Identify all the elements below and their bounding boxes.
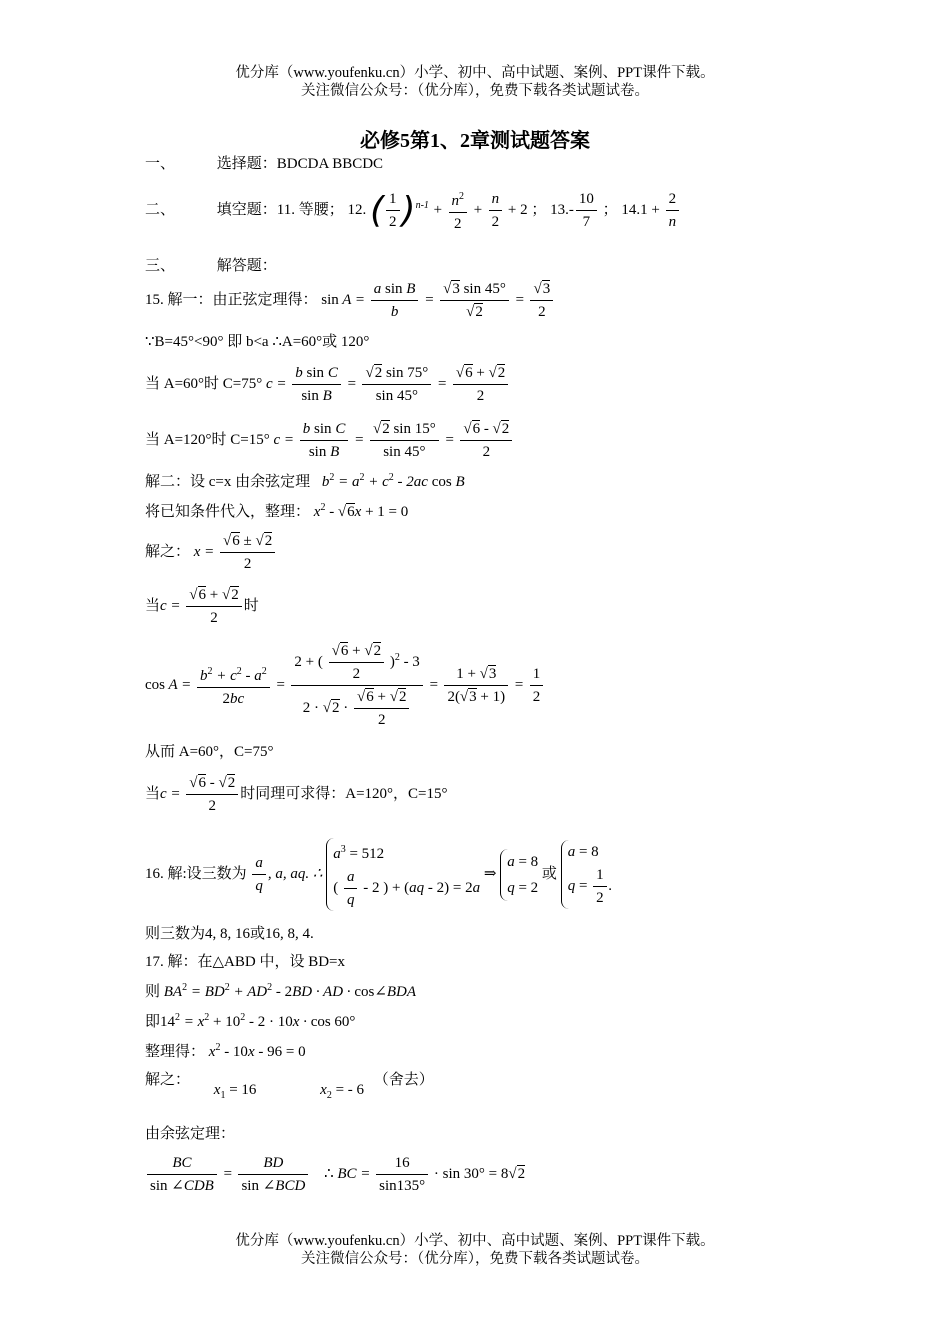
p17-discard: （舍去） (373, 1072, 434, 1088)
p15-quadratic: $x^2 - √6x + 1 = 0$ (313, 502, 409, 520)
p15-substitute (145, 500, 408, 521)
p16-result: 则三数为4, 8, 16或16, 8, 4. (145, 926, 314, 942)
p15-case1-formula: c = $\frac{\text{b sin C}}{\text{sin B}}$ = $\frac{√2 \sin 75^\circ}{\sin 45^\circ}$ = $\frac{√6 + √2}{2}$ (266, 376, 510, 392)
p15-solution2-text: 解二：设 c=x 由余弦定理 (145, 474, 311, 490)
section-two-number: 二、 (145, 201, 176, 218)
p17-sine-ratio (145, 1152, 525, 1197)
section-one (145, 152, 383, 173)
answer-12-formula: ( $\frac{1}{2}$ )$^{n-1}$ + $\frac{n^2}{2}$ + $\frac{n}{2}$ + 2 (370, 202, 531, 218)
p17-namely-text: 即 (145, 1014, 161, 1030)
p15-when2-c: c = $\frac{√6 - √2}{2}$ (160, 786, 240, 802)
header-line-1: 优分库（www.youfenku.cn）小学、初中、高中试题、案例、PPT课件下载。 (235, 65, 715, 81)
section-three (145, 254, 277, 275)
p17-arrange (145, 1040, 306, 1061)
p15-when2-tail: 时同理可求得：A=120°，C=15° (240, 785, 448, 802)
p15-solve-text: 解之： (145, 543, 191, 560)
p16-alt-solution: a = 8 q = $\frac{1}{2}$ . (561, 840, 613, 909)
p15-when-c: c = $\frac{√6 + √2}{2}$ (160, 598, 244, 614)
section-two (145, 186, 681, 235)
p17-intro: 17. 解：在△ABD 中，设 BD=x (145, 954, 346, 970)
answer-13-fraction: $\frac{10}{7}$ (576, 188, 597, 233)
p15-result1: 从而 A=60°，C=75° (145, 744, 274, 760)
p15-substitute-text: 将已知条件代入，整理： (145, 504, 311, 520)
p16-intro (145, 838, 612, 911)
section-three-number: 三、 (145, 258, 176, 274)
p15-case1 (145, 362, 510, 407)
section-one-number: 一、 (145, 156, 176, 172)
p15-cosine-law-formula: $b^2 = a^2 + c^2 - 2ac$ cos B (321, 472, 465, 490)
p17-solve (145, 1068, 434, 1101)
p17-solve-text: 解之： (145, 1072, 191, 1088)
p15-when (145, 584, 259, 629)
p15-case2-formula: c = $\frac{\text{b sin C}}{\text{sin B}}$ = $\frac{√2 \sin 15^\circ}{\sin 45^\circ}$ = $\frac{√6 - √2}{2}$ (274, 432, 515, 448)
p17-cos-law-formula: $BA^2 = BD^2 + AD^2 - 2BD$ · AD · cos∠BDA (163, 982, 417, 1000)
p15-intro (145, 278, 555, 323)
p15-intro-text: 15. 解一：由正弦定理得： (145, 291, 318, 308)
section-two-13: ； 13.- (531, 201, 574, 218)
p15-cosA-formula: cos A = $\frac{b^2 + c^2 - a^2}{2bc}$ = 2 + ( $\frac{√6 + √2}{2}$ )$^2$ - 3 2 · √2 · $\frac{√6 + √2}{2}$ = $\frac{1 + √3}{2(√3 + 1)}$ = $\frac{1}{2}$ (145, 677, 545, 693)
p15-roots: x = $\frac{√6 \pm √2}{2}$ (194, 544, 277, 560)
p15-cosA (145, 640, 545, 731)
p15-case1-text: 当 A=60°时 C=75° (145, 375, 263, 392)
header-line-2: 关注微信公众号：（优分库），免费下载各类试题试卷。 (301, 83, 649, 99)
p15-when-tail: 时 (243, 597, 259, 614)
p15-solution2 (145, 470, 465, 491)
footer-line-1: 优分库（www.youfenku.cn）小学、初中、高中试题、案例、PPT课件下载。 (235, 1233, 715, 1249)
p17-sine-ratio-formula: $\frac{BC}{\text{sin ∠CDB}}$ = $\frac{BD}{\text{sin ∠BCD}}$ ∴ BC = $\frac{16}{\sin 135^\circ}$ · sin 30° = 8√2 (145, 1166, 525, 1182)
p15-when-text: 当 (145, 597, 161, 614)
p17-cosine: 由余弦定理： (145, 1126, 236, 1142)
answer-14-formula: 1 + $\frac{2}{n}$ (640, 202, 681, 218)
p15-sine-law-formula: sin A = $\frac{\text{a sin B}}{b}$ = $\frac{√3 \sin 45^\circ}{√2}$ = $\frac{√3}{2}$ (321, 292, 555, 308)
p17-root1: $x_1 = 16$ (213, 1082, 257, 1101)
p17-quadratic: $x^2 - 10x - 96 = 0$ (208, 1042, 306, 1060)
p17-root2: $x_2$ = - 6 (320, 1082, 365, 1101)
footer-line-2: 关注微信公众号：（优分库），免费下载各类试题试卷。 (301, 1251, 649, 1267)
page-title: 必修5第1、2章测试题答案 (360, 130, 590, 152)
p16-system: $\frac{a}{q}$ , a, aq. ∴ $a^3 = 512$ ( $\frac{a}{q}$ - 2 ) + (aq - 2) = 2a ⇒ a = 8 q = 2 (250, 866, 542, 882)
p15-case2-text: 当 A=120°时 C=15° (145, 431, 270, 448)
p15-condition: ∵B=45°<90° 即 b<a ∴A=60°或 120° (145, 334, 370, 350)
section-one-text: 选择题：BDCDA BBCDC (216, 156, 384, 172)
section-two-label: 填空题：11. 等腰； 12. (216, 201, 367, 218)
p16-or: 或 (541, 865, 557, 882)
p15-when2-text: 当 (145, 785, 161, 802)
p17-namely-formula: $14^2 = x^2 + 10^2 - 2 \cdot 10x \cdot \cos 60^\circ$ (160, 1012, 356, 1030)
section-two-14: ； 14. (602, 201, 641, 218)
p17-arrange-text: 整理得： (145, 1044, 206, 1060)
p15-case2 (145, 418, 514, 463)
p17-namely (145, 1010, 355, 1031)
section-three-text: 解答题： (216, 258, 277, 274)
p16-intro-text: 16. 解:设三数为 (145, 865, 247, 882)
p15-when2 (145, 772, 448, 817)
p17-cos-law (145, 980, 416, 1001)
p17-then: 则 (145, 984, 161, 1000)
p15-solve (145, 530, 277, 575)
